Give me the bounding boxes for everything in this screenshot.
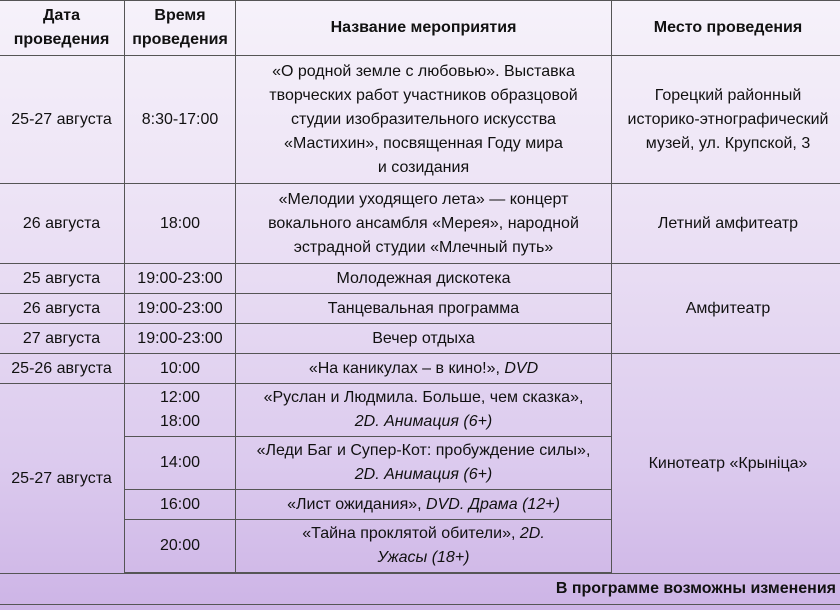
event-place: Кинотеатр «Крыніца» (612, 354, 840, 574)
event-name: «На каникулах – в кино!», DVD (236, 354, 612, 384)
event-date: 26 августа (0, 184, 125, 264)
event-name: Танцевальная программа (236, 294, 612, 324)
event-time: 8:30-17:00 (125, 56, 236, 184)
event-time: 10:00 (125, 354, 236, 384)
event-date: 25-27 августа (0, 56, 125, 184)
event-date: 25 августа (0, 264, 125, 294)
event-name: «Леди Баг и Супер-Кот: пробуждение силы», 2D. Анимация (6+) (236, 437, 612, 490)
event-name: «Тайна проклятой обители», 2D. Ужасы (18+) (236, 520, 612, 573)
header-time: Время проведения (125, 1, 236, 56)
event-name: «Мелодии уходящего лета» — концерт вокального ансамбля «Мерея», народной эстрадной студии «Млечный путь» (236, 184, 612, 264)
table-row (0, 354, 840, 384)
event-date: 25-27 августа (0, 384, 125, 574)
event-date: 25-26 августа (0, 354, 125, 384)
event-time: 19:00-23:00 (125, 294, 236, 324)
event-time: 19:00-23:00 (125, 324, 236, 354)
table-row (0, 56, 840, 184)
event-time: 12:00 18:00 (125, 384, 236, 437)
event-time: 19:00-23:00 (125, 264, 236, 294)
event-time: 14:00 (125, 437, 236, 490)
header-place: Место проведения (612, 1, 840, 56)
footer-note: В программе возможны изменения (0, 574, 840, 605)
event-time: 18:00 (125, 184, 236, 264)
event-name: Молодежная дискотека (236, 264, 612, 294)
table-row (0, 184, 840, 264)
event-time: 16:00 (125, 490, 236, 520)
table-row (0, 264, 840, 294)
event-name: Вечер отдыха (236, 324, 612, 354)
event-time: 20:00 (125, 520, 236, 573)
event-date: 26 августа (0, 294, 125, 324)
event-name: «Лист ожидания», DVD. Драма (12+) (236, 490, 612, 520)
event-place: Амфитеатр (612, 264, 840, 354)
header-date: Дата проведения (0, 1, 125, 56)
event-name: «О родной земле с любовью». Выставка творческих работ участников образцовой студии изобразительного искусства «Мастихин», посвященная Году мира и созидания (236, 56, 612, 184)
header-name: Название мероприятия (236, 1, 612, 56)
event-place: Горецкий районный историко-этнографический музей, ул. Крупской, 3 (612, 56, 840, 184)
footer-row (0, 574, 840, 605)
event-place: Летний амфитеатр (612, 184, 840, 264)
header-row (0, 1, 840, 56)
event-name: «Руслан и Людмила. Больше, чем сказка», 2D. Анимация (6+) (236, 384, 612, 437)
event-date: 27 августа (0, 324, 125, 354)
